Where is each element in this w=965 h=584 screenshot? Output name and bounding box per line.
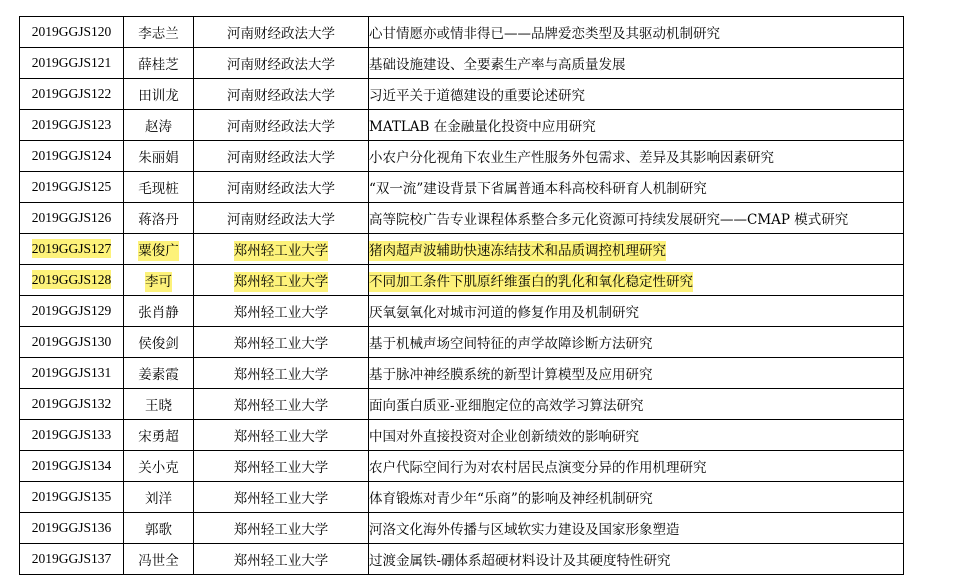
project-id-text: 2019GGJS135 — [31, 489, 112, 504]
university-text: 郑州轻工业大学 — [233, 305, 329, 321]
table-row — [20, 17, 904, 48]
project-id-cell — [20, 513, 124, 544]
university-text: 郑州轻工业大学 — [233, 460, 329, 476]
project-id-cell — [20, 544, 124, 575]
applicant-name-cell — [124, 79, 194, 110]
project-id-text: 2019GGJS131 — [31, 365, 112, 380]
applicant-name-text: 田训龙 — [138, 88, 179, 104]
project-title-text: 体育锻炼对青少年“乐商”的影响及神经机制研究 — [369, 491, 653, 507]
applicant-name-text: 李可 — [145, 274, 172, 290]
university-text: 郑州轻工业大学 — [233, 398, 329, 414]
project-id-cell — [20, 389, 124, 420]
table-row — [20, 110, 904, 141]
project-id-text: 2019GGJS134 — [31, 458, 112, 473]
applicant-name-cell — [124, 420, 194, 451]
university-text: 河南财经政法大学 — [227, 150, 335, 166]
applicant-name-cell — [124, 141, 194, 172]
applicant-name-cell — [124, 234, 194, 265]
project-id-text: 2019GGJS128 — [31, 272, 112, 287]
project-id-cell — [20, 17, 124, 48]
applicant-name-text: 薛桂芝 — [138, 57, 179, 73]
university-cell — [194, 513, 369, 544]
project-title-cell — [369, 265, 904, 296]
university-text: 郑州轻工业大学 — [233, 491, 329, 507]
university-cell — [194, 327, 369, 358]
applicant-name-text: 蒋洛丹 — [138, 212, 179, 228]
project-title-text: 中国对外直接投资对企业创新绩效的影响研究 — [369, 429, 639, 445]
table-body — [20, 17, 904, 575]
applicant-name-cell — [124, 327, 194, 358]
university-text: 河南财经政法大学 — [227, 26, 335, 42]
project-title-text: MATLAB 在金融量化投资中应用研究 — [369, 119, 596, 135]
university-text: 郑州轻工业大学 — [233, 274, 329, 290]
university-cell — [194, 544, 369, 575]
project-id-cell — [20, 296, 124, 327]
university-cell — [194, 389, 369, 420]
university-cell — [194, 17, 369, 48]
project-id-cell — [20, 358, 124, 389]
applicant-name-cell — [124, 203, 194, 234]
table-row — [20, 48, 904, 79]
project-title-cell — [369, 17, 904, 48]
applicant-name-text: 侯俊剑 — [138, 336, 179, 352]
applicant-name-text: 赵涛 — [145, 119, 172, 135]
table-row — [20, 389, 904, 420]
project-id-cell — [20, 48, 124, 79]
project-id-text: 2019GGJS124 — [31, 148, 112, 163]
project-title-cell — [369, 544, 904, 575]
project-title-text: 习近平关于道德建设的重要论述研究 — [369, 88, 585, 104]
applicant-name-cell — [124, 110, 194, 141]
university-cell — [194, 48, 369, 79]
applicant-name-cell — [124, 544, 194, 575]
project-id-cell — [20, 172, 124, 203]
applicant-name-text: 姜素霞 — [138, 367, 179, 383]
project-title-cell — [369, 110, 904, 141]
project-title-text: 基础设施建设、全要素生产率与高质量发展 — [369, 57, 626, 73]
project-title-cell — [369, 389, 904, 420]
university-cell — [194, 79, 369, 110]
project-title-cell — [369, 203, 904, 234]
applicant-name-cell — [124, 172, 194, 203]
university-cell — [194, 451, 369, 482]
table-row — [20, 141, 904, 172]
project-title-cell — [369, 172, 904, 203]
project-title-cell — [369, 79, 904, 110]
project-title-text: 高等院校广告专业课程体系整合多元化资源可持续发展研究——CMAP 模式研究 — [369, 212, 849, 228]
project-id-text: 2019GGJS133 — [31, 427, 112, 442]
university-text: 郑州轻工业大学 — [233, 553, 329, 569]
table-row — [20, 203, 904, 234]
university-cell — [194, 420, 369, 451]
applicant-name-text: 关小克 — [138, 460, 179, 476]
university-text: 郑州轻工业大学 — [233, 243, 329, 259]
applicant-name-cell — [124, 17, 194, 48]
table-row — [20, 265, 904, 296]
university-text: 郑州轻工业大学 — [233, 367, 329, 383]
table-row — [20, 358, 904, 389]
project-id-cell — [20, 141, 124, 172]
project-title-cell — [369, 451, 904, 482]
project-id-text: 2019GGJS126 — [31, 210, 112, 225]
project-title-cell — [369, 327, 904, 358]
project-id-text: 2019GGJS130 — [31, 334, 112, 349]
project-title-cell — [369, 513, 904, 544]
university-cell — [194, 296, 369, 327]
project-id-cell — [20, 327, 124, 358]
applicant-name-text: 张肖静 — [138, 305, 179, 321]
project-id-cell — [20, 110, 124, 141]
applicant-name-text: 毛现桩 — [138, 181, 179, 197]
project-title-text: 面向蛋白质亚-亚细胞定位的高效学习算法研究 — [369, 398, 644, 414]
project-id-text: 2019GGJS127 — [31, 241, 112, 256]
project-id-cell — [20, 79, 124, 110]
applicant-name-text: 郭歌 — [145, 522, 172, 538]
project-id-text: 2019GGJS136 — [31, 520, 112, 535]
university-cell — [194, 358, 369, 389]
applicant-name-text: 王晓 — [145, 398, 172, 414]
applicant-name-cell — [124, 265, 194, 296]
applicant-name-cell — [124, 451, 194, 482]
table-row — [20, 482, 904, 513]
project-list-table — [19, 16, 904, 575]
university-cell — [194, 265, 369, 296]
project-id-cell — [20, 420, 124, 451]
project-title-text: 基于脉冲神经膜系统的新型计算模型及应用研究 — [369, 367, 653, 383]
applicant-name-cell — [124, 296, 194, 327]
table-row — [20, 327, 904, 358]
project-title-cell — [369, 48, 904, 79]
project-id-cell — [20, 482, 124, 513]
university-text: 郑州轻工业大学 — [233, 522, 329, 538]
table-row — [20, 79, 904, 110]
applicant-name-cell — [124, 482, 194, 513]
table-row — [20, 234, 904, 265]
table-row — [20, 544, 904, 575]
university-text: 郑州轻工业大学 — [233, 336, 329, 352]
project-id-text: 2019GGJS121 — [31, 55, 112, 70]
project-title-text: “双一流”建设背景下省属普通本科高校科研育人机制研究 — [369, 181, 707, 197]
project-title-cell — [369, 420, 904, 451]
project-id-text: 2019GGJS123 — [31, 117, 112, 132]
project-id-cell — [20, 451, 124, 482]
project-id-cell — [20, 265, 124, 296]
university-cell — [194, 234, 369, 265]
applicant-name-cell — [124, 48, 194, 79]
project-id-text: 2019GGJS125 — [31, 179, 112, 194]
project-id-cell — [20, 234, 124, 265]
project-title-cell — [369, 141, 904, 172]
university-text: 河南财经政法大学 — [227, 119, 335, 135]
project-id-text: 2019GGJS122 — [31, 86, 112, 101]
university-cell — [194, 203, 369, 234]
applicant-name-text: 刘洋 — [145, 491, 172, 507]
table-row — [20, 172, 904, 203]
university-cell — [194, 172, 369, 203]
applicant-name-text: 粟俊广 — [138, 243, 179, 259]
project-id-text: 2019GGJS120 — [31, 24, 112, 39]
project-title-text: 心甘情愿亦或情非得已——品牌爱恋类型及其驱动机制研究 — [369, 26, 720, 42]
table-row — [20, 513, 904, 544]
project-title-text: 不同加工条件下肌原纤维蛋白的乳化和氧化稳定性研究 — [369, 274, 693, 290]
applicant-name-cell — [124, 358, 194, 389]
project-title-text: 河洛文化海外传播与区域软实力建设及国家形象塑造 — [369, 522, 680, 538]
university-text: 郑州轻工业大学 — [233, 429, 329, 445]
university-text: 河南财经政法大学 — [227, 57, 335, 73]
applicant-name-cell — [124, 389, 194, 420]
project-id-text: 2019GGJS129 — [31, 303, 112, 318]
applicant-name-cell — [124, 513, 194, 544]
table-row — [20, 420, 904, 451]
project-title-text: 小农户分化视角下农业生产性服务外包需求、差异及其影响因素研究 — [369, 150, 774, 166]
project-title-cell — [369, 296, 904, 327]
table-row — [20, 296, 904, 327]
applicant-name-text: 宋勇超 — [138, 429, 179, 445]
project-title-text: 厌氧氨氧化对城市河道的修复作用及机制研究 — [369, 305, 639, 321]
university-cell — [194, 141, 369, 172]
applicant-name-text: 朱丽娟 — [138, 150, 179, 166]
table-row — [20, 451, 904, 482]
university-cell — [194, 482, 369, 513]
applicant-name-text: 李志兰 — [138, 26, 179, 42]
project-id-cell — [20, 203, 124, 234]
project-title-cell — [369, 358, 904, 389]
project-title-text: 农户代际空间行为对农村居民点演变分异的作用机理研究 — [369, 460, 707, 476]
applicant-name-text: 冯世全 — [138, 553, 179, 569]
project-title-cell — [369, 482, 904, 513]
project-title-cell — [369, 234, 904, 265]
project-id-text: 2019GGJS132 — [31, 396, 112, 411]
university-cell — [194, 110, 369, 141]
project-title-text: 过渡金属铁-硼体系超硬材料设计及其硬度特性研究 — [369, 553, 671, 569]
project-id-text: 2019GGJS137 — [31, 551, 112, 566]
project-title-text: 猪肉超声波辅助快速冻结技术和品质调控机理研究 — [369, 243, 666, 259]
university-text: 河南财经政法大学 — [227, 181, 335, 197]
project-title-text: 基于机械声场空间特征的声学故障诊断方法研究 — [369, 336, 653, 352]
university-text: 河南财经政法大学 — [227, 212, 335, 228]
university-text: 河南财经政法大学 — [227, 88, 335, 104]
